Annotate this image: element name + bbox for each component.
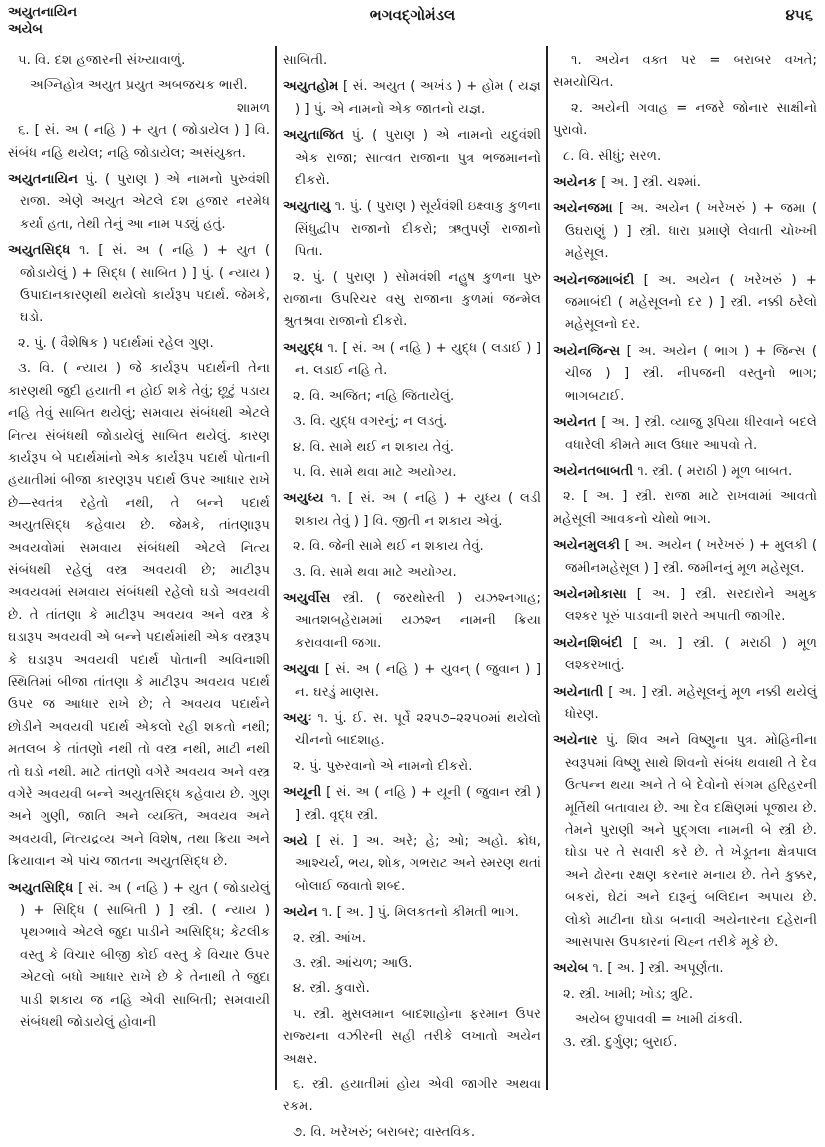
headword: અયેનક xyxy=(553,175,597,191)
definition-text: ૫. વિ. સામે થવા માટે અયોગ્ય. xyxy=(293,464,457,480)
sense-paragraph xyxy=(283,1122,541,1144)
definition-text: [ અ. ] સ્ત્રી. ચશ્માં. xyxy=(601,175,701,191)
definition-text: ૧. અયેન વક્ત પર = બરાબર વખતે; સમયોચિત. xyxy=(553,53,817,91)
quotation xyxy=(8,75,270,97)
definition-text: [ સં. ] અ. અરે; હે; ઓ; અહો. ક્રોધ, આશ્ચર્ય, ભય, શોક, ગભરાટ અને સ્મરણ થતાં બોલાઈ જવાતો શબ્દ. xyxy=(295,834,541,894)
definition-text: પું. ( પુરાણ ) એ નામનો યદુવંશી એક રાજા; સાત્વત રાજાના પુત્ર ભજમાનનો દીકરો. xyxy=(295,128,541,189)
definition-text: ૧. [ અ. ] સ્ત્રી. અપૂર્ણતા. xyxy=(592,961,724,977)
definition-text: અયેબ છુપાવવી = ખામી ઢાંકવી. xyxy=(575,1012,743,1028)
column-2 xyxy=(283,50,541,1147)
definition-text: ૨. અયેની ગવાહ = નજરે જોનાર સાક્ષીનો પુરાવો. xyxy=(553,100,817,139)
dictionary-entry xyxy=(8,878,270,1035)
dictionary-entry xyxy=(553,730,817,954)
definition-text: સ્ત્રી. ( જરથોસ્તી ) યઝશ્નગાહ; આતશબહેરામમાં યઝશ્ન નામની ક્રિયા કરાવવાની જગા. xyxy=(295,590,541,651)
headword: અયેનતબાબતી xyxy=(553,463,634,479)
definition-text: [ સં. અ ( નહિ ) + યુવન્ ( જુવાન ) ] ન. ઘરડું માણસ. xyxy=(295,662,541,700)
sense-paragraph xyxy=(283,411,541,433)
sense-paragraph xyxy=(283,536,541,558)
sense-paragraph xyxy=(283,1074,541,1119)
definition-text: શામળ xyxy=(237,100,270,116)
headword: અયુતસિદ્ધ xyxy=(8,243,71,259)
dictionary-entry xyxy=(553,412,817,457)
headword: અયૂની xyxy=(283,785,322,801)
dictionary-entry xyxy=(553,270,817,337)
definition-text: ૧. [ અ. ] પું. મિલકતનો કીમતી ભાગ. xyxy=(321,905,519,921)
sense-paragraph xyxy=(8,358,270,873)
sense-paragraph xyxy=(283,462,541,484)
definition-text: ૩. વિ. ( ન્યાય ) જે કાર્યરૂપ પદાર્થની તેના કારણથી જુદી હયાતી ન હોઈ શકે તેવું; છૂટું પડાય નહિ તેવું સાબિત થયેલું; સમવાય સંબંધથી એટલે નિત્ય સંબંધથી જોડાયેલું સાબિત થયેલું. કારણ કાર્યરૂપ બે પદાર્થમાંનો એક કાર્યરૂપ પદાર્થ પોતાની હયાતીમાં બીજા કારણરૂપ પદાર્થ ઉપર આધાર રાખે છે—સ્વતંત્ર રહેતો નથી, તે બન્ને પદાર્થ અયુતસિદ્ધ કહેવાય છે. જેમકે, તાંતણારૂપ અવયવોમાં સમવાય સંબંધથી એટલે નિત્ય સંબંધથી રહેલું વસ્ત્ર અવયવી છે; માટીરૂપ અવયવમાં સમવાય સંબંધથી રહેલો ઘડો અવયવી છે. તે તાંતણા કે માટીરૂપ અવયવ અને વસ્ત્ર કે ઘડારૂપ અવયવી એ બન્ને પદાર્થમાંથી એક વસ્ત્રરૂપ કે ઘડારૂપ અવયવી પદાર્થ પોતાની અવિનાશી સ્થિતિમાં બીજા તાંતણા કે માટીરૂપ અવયવ પદાર્થ ઉપર જ આધાર રાખે છે; તે અવયવ પદાર્થને છોડીને અવયવી પદાર્થ એકલો રહી શકતો નથી; મતલબ કે તાંતણો નથી તો વસ્ત્ર નથી, માટી નથી તો ઘડો નથી. માટે તાંતણો વગેરે અવયવ અને વસ્ત્ર વગેરે અવયવી બન્ને અયુતસિદ્ધ કહેવાય છે. ગુણ અને ગુણી, જાતિ અને વ્યક્તિ, અવયવ અને અવયવી, નિત્યદ્રવ્ય અને વિશેષ, તથા ક્રિયા અને ક્રિયાવાન એ પાંચ જાતના અયુતસિદ્ધ છે. xyxy=(8,361,270,870)
definition-text: ૫. સ્ત્રી. મુસલમાન બાદશાહોના ફરમાન ઉપર રાજ્યના વઝીરની સહી તરીકે લખાતો અયેન અક્ષર. xyxy=(283,1006,541,1067)
headword: અયેનજમા xyxy=(553,201,613,217)
definition-text: ૪. સ્ત્રી. કુવારો. xyxy=(293,981,370,997)
definition-text: ૩. સ્ત્રી. દુર્ગુણ; બુરાઈ. xyxy=(563,1034,678,1050)
definition-text: ૬. [ સં. અ ( નહિ ) + યુત ( જોડાયેલ ) ] વિ. સંબંધ નહિ થયેલ; નહિ જોડાયેલ; અસંયુક્ત. xyxy=(8,123,270,161)
sense-paragraph xyxy=(553,98,817,143)
definition-text: ૨. પું. ( વૈશેષિક ) પદાર્થમાં રહેલ ગુણ. xyxy=(18,335,214,351)
definition-text: ૭. વિ. ખરેખરું; બરાબર; વાસ્તવિક. xyxy=(293,1124,476,1140)
dictionary-entry xyxy=(283,588,541,655)
headword: અયેનજમાબંદી xyxy=(553,272,635,288)
definition-text: [ અ. અયેન ( ભાગ ) + જિન્સ ( ચીજ ) ] સ્ત્રી. નીપજની વસ્તુનો ભાગ; ભાગબટાઈ. xyxy=(565,343,817,404)
quotation xyxy=(553,1009,817,1031)
sense-paragraph xyxy=(283,928,541,950)
headword: અયુદ્ધ xyxy=(283,340,323,356)
definition-text: ૩. સ્ત્રી. આંચળ; આઉ. xyxy=(293,956,413,972)
definition-text: ૮. વિ. સીધું; સરળ. xyxy=(563,148,662,164)
definition-text: ૩. વિ. સામે થવા માટે અયોગ્ય. xyxy=(293,564,457,580)
definition-text: [ અ. અયેન ( ખરેખરું ) + જમાબંદી ( મહેસૂલનો દર ) ] સ્ત્રી. નક્કી ઠરેલો મહેસૂલનો દર. xyxy=(565,272,817,333)
headword: અયેનાતી xyxy=(553,684,604,700)
dictionary-entry xyxy=(283,76,541,121)
headword: અયેનમોકાસા xyxy=(553,586,627,602)
dictionary-entry xyxy=(283,902,541,924)
headword: અયેબ xyxy=(553,961,589,977)
dictionary-entry xyxy=(553,461,817,483)
dictionary-entry xyxy=(283,659,541,704)
guide-word-last: અયેબ xyxy=(8,22,43,37)
definition-text: [ અ. ] સ્ત્રી. મહેસૂલનું મૂળ નક્કી થયેલું ધોરણ. xyxy=(565,684,817,722)
definition-text: [ સં. અ ( નહિ ) + યૂની ( જુવાન સ્ત્રી ) ] સ્ત્રી. વૃદ્ધ સ્ત્રી. xyxy=(295,785,541,823)
definition-text: ૧. [ સં. અ ( નહિ ) + યુધ્ય ( લડી શકાય તેવું ) ] વિ. જીતી ન શકાય એવું. xyxy=(295,491,541,529)
dictionary-entry xyxy=(283,196,541,263)
definition-text: [ અ. અયેન ( ખરેખરું ) + મુલકી ( જમીનમહેસૂલ ) ] સ્ત્રી. જમીનનું મૂળ મહેસૂલ. xyxy=(565,538,817,576)
headword: અયુધ્ય xyxy=(283,491,324,507)
sense-paragraph xyxy=(283,978,541,1000)
sense-paragraph xyxy=(8,120,270,165)
headword: અયેનમુલકી xyxy=(553,538,620,554)
dictionary-entry xyxy=(553,682,817,727)
sense-paragraph xyxy=(283,267,541,334)
definition-text: [ અ. ] સ્ત્રી. વ્યાજુ રૂપિયા ધીરવાને બદલે વધારેલી કીમતે માલ ઉધાર આપવો તે. xyxy=(565,415,817,453)
definition-text: પું. શિવ અને વિષ્ણુના પુત્ર. મોહિનીના સ્વરૂપમાં વિષ્ણુ સાથે શિવનો સંબંધ થવાથી તે દેવ ઉત્પન્ન થયા અને તે બે દેવોનો સંગમ હરિહરની મૂર્તિથી બતાવાય છે. આ દેવ દક્ષિણમાં પૂજાય છે. તેમને પુરાણી અને પુદ્ગલા નામની બે સ્ત્રી છે. ઘોડા પર તે સવારી કરે છે. તે ખેડૂતના ક્ષેત્રપાલ અને ઢોરના રક્ષણ કરનાર મનાય છે. તેને કુક્કર, બકરાં, ઘેટાં અને દારૂનું બલિદાન અપાય છે. લોકો માટીના ઘોડા બનાવી અયેનારના દહેરાની આસપાસ ઉપકારનાં ચિહ્ન તરીકે મૂકે છે. xyxy=(565,733,817,951)
headword: અયેનત xyxy=(553,415,597,431)
headword: અયુતસિદ્ધિ xyxy=(8,880,74,896)
sense-paragraph xyxy=(8,50,270,72)
sense-paragraph xyxy=(553,50,817,95)
dictionary-entry xyxy=(283,488,541,533)
dictionary-entry xyxy=(553,198,817,265)
column-3 xyxy=(553,50,817,1057)
definition-text: પું. ( પુરાણ ) એ નામનો પુરુવંશી રાજા. એણે અયુત એટલે દશ હજાર નરમેધ કર્યા હતા, તેથી તેનું આ નામ પડ્યું હતું. xyxy=(20,172,270,232)
headword: અયુઃ xyxy=(283,710,312,726)
definition-text: ૧. [ સં. અ ( નહિ ) + યુદ્ધ ( લડાઈ ) ] ન. લડાઈ નહિ તે. xyxy=(295,340,541,379)
definition-text: [ અ. ] સ્ત્રી. સરદારોને અમુક લશ્કર પૂરું પાડવાની શરતે અપાતી જાગીર. xyxy=(565,586,817,625)
quote-attribution xyxy=(8,98,270,120)
definition-text: ૨. સ્ત્રી. આંખ. xyxy=(293,930,367,946)
sense-paragraph xyxy=(553,486,817,531)
sense-paragraph xyxy=(553,146,817,168)
dictionary-entry xyxy=(553,341,817,408)
definition-text: ૧. સ્ત્રી. ( મરાઠી ) મૂળ બાબત. xyxy=(637,463,793,479)
dictionary-entry xyxy=(283,782,541,827)
headword: અયુતહોમ xyxy=(283,79,339,95)
definition-text: ૧. પું. ( પુરાણ ) સૂર્યવંશી ઇક્ષ્વાકુ કુળના સિંધુદ્વીપ રાજાનો દીકરો; ઋતુપર્ણ રાજાનો પિતા. xyxy=(295,199,541,260)
dictionary-entry xyxy=(283,338,541,383)
dictionary-entry xyxy=(553,958,817,980)
dictionary-title: ભગવદ્ગોમંડલ xyxy=(369,6,456,24)
definition-text: ૧. [ સં. અ ( નહિ ) + યુત ( જોડાયેલું ) + સિદ્ધ ( સાબિત ) ] પું. ( ન્યાય ) ઉપાદાનકારણથી થયેલો કાર્યરૂપ પદાર્થ. જેમકે, ઘડો. xyxy=(20,243,270,326)
definition-text: [ સં. અ ( નહિ ) + યુત ( જોડાયેલું ) + સિદ્ધિ ( સાબિતી ) ] સ્ત્રી. ( ન્યાય ) પૃથગ્ભાવે એટલે જુદા પાડીને અસિદ્ધિ; કેટલીક વસ્તુ કે વિચાર બીજી કોઈ વસ્તુ કે વિચાર ઉપર એટલો બધો આધાર રાખે છે કે તેનાથી તે જુદા પાડી શકાય જ નહિ એવી સાબિતી; સમવાયી સંબંધથી જોડાયેલું હોવાની xyxy=(20,880,270,1031)
sense-paragraph xyxy=(283,50,541,72)
headword: અયુતાયુ xyxy=(283,199,331,215)
page-number: ૪૫૬ xyxy=(785,6,813,24)
headword: અયુર્વીસ xyxy=(283,590,331,606)
guide-word-first: અયુતનાયિન xyxy=(8,5,78,20)
definition-text: ૨. વિ. જેની સામે થઈ ન શકાય તેવું. xyxy=(293,539,484,555)
definition-text: ૬. સ્ત્રી. હયાતીમાં હોય એવી જાગીર અથવા રકમ. xyxy=(283,1077,541,1115)
headword: અયેન xyxy=(283,905,318,921)
sense-paragraph xyxy=(283,562,541,584)
column-divider xyxy=(275,46,277,1090)
dictionary-entry xyxy=(553,633,817,678)
definition-text: ૨. પું. ( પુરાણ ) સોમવંશી નહુષ કુળના પુરુ રાજાના ઉપરિચર વસુ રાજાના કુળમાં જન્મેલ શ્રુતશ્રવા રાજાનો દીકરો. xyxy=(283,269,541,330)
dictionary-entry xyxy=(283,708,541,753)
sense-paragraph xyxy=(283,437,541,459)
dictionary-entry xyxy=(8,169,270,236)
definition-text: અગ્નિહોત્ર અયુત પ્રયુત અબજચક ભારી. xyxy=(30,78,248,94)
definition-text: ૨. પું. પુરુરવાનો એ નામનો દીકરો. xyxy=(293,758,473,774)
sense-paragraph xyxy=(553,1032,817,1054)
dictionary-entry xyxy=(553,535,817,580)
dictionary-entry xyxy=(283,831,541,898)
headword: અયે xyxy=(283,834,308,849)
page-header xyxy=(0,0,825,44)
column-1 xyxy=(8,50,270,1037)
dictionary-entry xyxy=(553,172,817,194)
definition-text: ૪. વિ. સામે થઈ ન શકાય તેવું. xyxy=(293,439,454,455)
definition-text: [ અ. અયેન ( ખરેખરું ) + જમા ( ઉઘરાણું ) ] સ્ત્રી. ધારા પ્રમાણે લેવાતી ચોખ્ખી મહેસૂલ. xyxy=(565,201,817,262)
dictionary-entry xyxy=(283,125,541,192)
dictionary-entry xyxy=(8,240,270,330)
definition-text: ૨. [ અ. ] સ્ત્રી. રાજા માટે રાખવામાં આવતો મહેસૂલી આવકનો ચોથો ભાગ. xyxy=(553,489,817,527)
definition-text: ૧. પું. ઈ. સ. પૂર્વે ૨૨૫૭–૨૨૫૦માં થયેલો ચીનનો બાદશાહ. xyxy=(295,710,541,749)
column-divider xyxy=(546,46,548,1090)
headword: અયુતનાયિન xyxy=(8,172,79,188)
dictionary-entry xyxy=(553,584,817,629)
definition-text: [ અ. ] સ્ત્રી. ( મરાઠી ) મૂળ લશ્કરખાતું. xyxy=(565,635,817,674)
definition-text: ૨. વિ. અજિત; નહિ જિતાયેલું. xyxy=(293,388,455,404)
headword: અયેનાર xyxy=(553,733,598,749)
sense-paragraph xyxy=(283,386,541,408)
sense-paragraph xyxy=(283,756,541,778)
sense-paragraph xyxy=(283,953,541,975)
definition-text: સાબિતી. xyxy=(283,53,328,68)
sense-paragraph xyxy=(283,1004,541,1071)
definition-text: ૫. વિ. દશ હજારની સંખ્યાવાળું. xyxy=(18,53,186,68)
definition-text: [ સં. અયુત ( અખંડ ) + હોમ ( યજ્ઞ ) ] પું. એ નામનો એક જાતનો યજ્ઞ. xyxy=(295,79,541,117)
headword: અયેનજિન્સ xyxy=(553,343,621,359)
sense-paragraph xyxy=(8,333,270,355)
headword: અયુતાજિત xyxy=(283,128,344,144)
definition-text: ૩. વિ. યુદ્ધ વગરનું; ન લડતું. xyxy=(293,414,448,430)
headword: અયુવા xyxy=(283,662,320,678)
headword: અયેનશિબંદી xyxy=(553,635,623,651)
definition-text: ૨. સ્ત્રી. ખામી; ખોડ; ત્રુટિ. xyxy=(563,986,694,1002)
sense-paragraph xyxy=(553,984,817,1006)
